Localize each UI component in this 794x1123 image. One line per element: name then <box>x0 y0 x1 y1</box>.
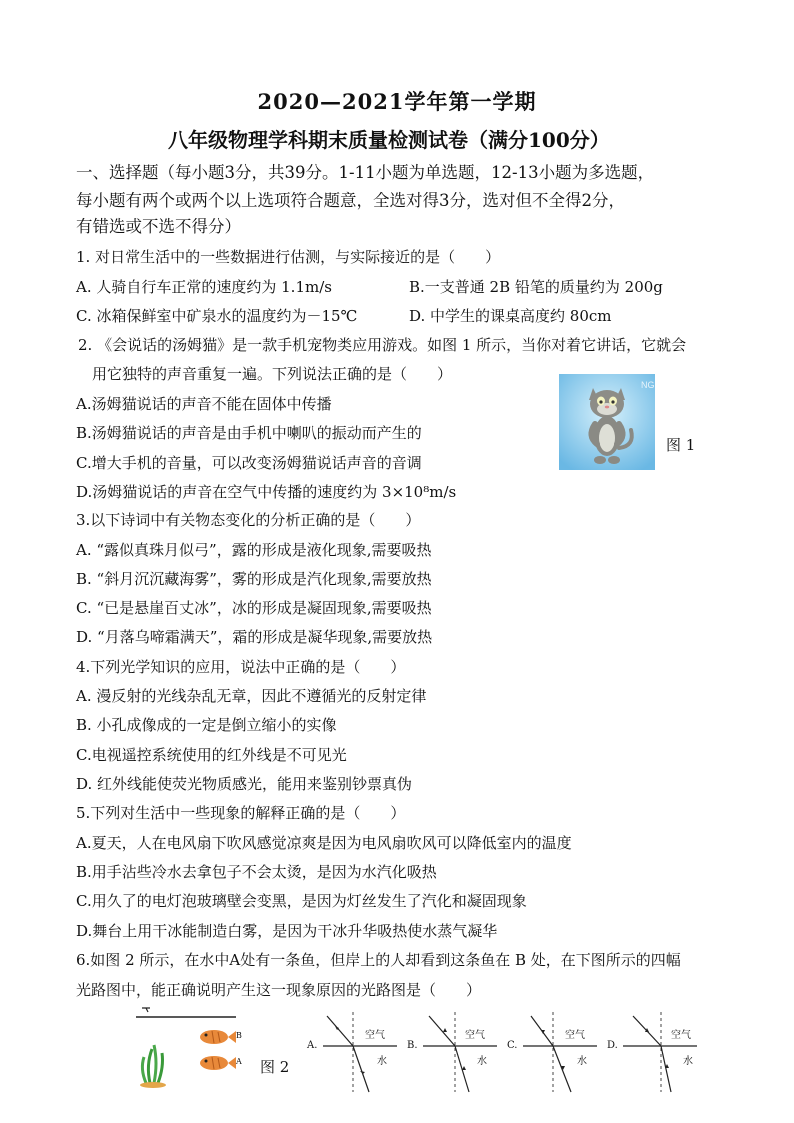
question-6-stem-line-2: 光路图中，能正确说明产生这一现象原因的光路图是（ ） <box>76 981 482 999</box>
panel-d-water-label: 水 <box>683 1056 693 1067</box>
fish-icon <box>200 1056 236 1070</box>
question-5-option-d: D.舞台上用干冰能制造白雾，是因为干冰升华吸热使水蒸气凝华 <box>76 922 498 940</box>
question-1-option-d: D. 中学生的课桌高度约 80cm <box>409 307 612 325</box>
panel-a-air-label: 空气 <box>365 1030 385 1041</box>
question-2-option-c: C.增大手机的音量，可以改变汤姆猫说话声音的音调 <box>76 454 422 472</box>
question-2-stem-line-1: 2. 《会说话的汤姆猫》是一款手机宠物类应用游戏。如图 1 所示，当你对着它讲话，它就会 <box>78 336 687 354</box>
section-heading-line-2: 每小题有两个或两个以上选项符合题意，全选对得3分，选对但不全得2分， <box>76 191 625 210</box>
question-4-stem: 4.下列光学知识的应用，说法中正确的是（ ） <box>76 658 406 676</box>
refraction-diagram <box>605 1010 701 1094</box>
refraction-diagram <box>405 1010 501 1094</box>
fish-label-a: A <box>236 1057 242 1066</box>
question-4-option-d: D. 红外线能使荧光物质感光，能用来鉴别钞票真伪 <box>76 775 413 793</box>
question-4-option-c: C.电视遥控系统使用的红外线是不可见光 <box>76 746 347 764</box>
refraction-panel-b <box>405 1010 501 1094</box>
panel-d-air-label: 空气 <box>671 1030 691 1041</box>
question-1-option-c: C. 冰箱保鲜室中矿泉水的温度约为－15℃ <box>76 307 358 325</box>
refraction-diagram <box>305 1010 401 1094</box>
refraction-panel-a <box>305 1010 401 1094</box>
question-1-option-a: A. 人骑自行车正常的速度约为 1.1m/s <box>76 278 332 296</box>
panel-b-air-label: 空气 <box>465 1030 485 1041</box>
question-1-option-b: B.一支普通 2B 铅笔的质量约为 200g <box>409 278 663 296</box>
refraction-panel-c <box>505 1010 601 1094</box>
question-5-stem: 5.下列对生活中一些现象的解释正确的是（ ） <box>76 804 406 822</box>
question-4-option-b: B. 小孔成像成的一定是倒立缩小的实像 <box>76 716 337 734</box>
refraction-diagram <box>505 1010 601 1094</box>
panel-a-letter: A. <box>307 1040 318 1051</box>
panel-a-water-label: 水 <box>377 1056 387 1067</box>
question-2-option-b: B.汤姆猫说话的声音是由手机中喇叭的振动而产生的 <box>76 424 422 442</box>
fish-label-b: B <box>236 1031 242 1040</box>
question-6-stem-line-1: 6.如图 2 所示，在水中A处有一条鱼，但岸上的人却看到这条鱼在 B 处，在下图所示的四幅 <box>76 951 681 969</box>
question-3-stem: 3.以下诗词中有关物态变化的分析正确的是（ ） <box>76 511 421 529</box>
question-3-option-d: D. “月落乌啼霜满天”，霜的形成是凝华现象,需要放热 <box>76 628 433 646</box>
question-2-option-a: A.汤姆猫说话的声音不能在固体中传播 <box>76 395 332 413</box>
section-heading-line-3: 有错选或不选不得分） <box>76 217 241 236</box>
panel-b-letter: B. <box>407 1040 418 1051</box>
panel-c-water-label: 水 <box>577 1056 587 1067</box>
question-1-stem: 1. 对日常生活中的一些数据进行估测，与实际接近的是（ ） <box>76 248 501 266</box>
section-heading-line-1: 一、选择题（每小题3分，共39分。1-11小题为单选题，12-13小题为多选题， <box>76 163 655 182</box>
water-plant-icon <box>140 1045 166 1088</box>
question-5-option-b: B.用手沾些冷水去拿包子不会太烫，是因为水汽化吸热 <box>76 863 437 881</box>
question-4-option-a: A. 漫反射的光线杂乱无章，因此不遵循光的反射定律 <box>76 687 427 705</box>
panel-d-letter: D. <box>607 1040 618 1051</box>
panel-c-letter: C. <box>507 1040 518 1051</box>
figure-2-label: 图 2 <box>260 1058 290 1076</box>
panel-b-water-label: 水 <box>477 1056 487 1067</box>
figure-1-label: 图 1 <box>666 436 696 454</box>
question-3-option-a: A. “露似真珠月似弓”，露的形成是液化现象,需要吸热 <box>76 541 432 559</box>
exam-title: 2020—2021学年第一学期 <box>257 89 537 114</box>
panel-c-air-label: 空气 <box>565 1030 585 1041</box>
tom-cat-figure <box>559 374 655 470</box>
exam-subtitle: 八年级物理学科期末质量检测试卷（满分100分） <box>168 128 610 152</box>
refraction-panel-d <box>605 1010 701 1094</box>
question-5-option-c: C.用久了的电灯泡玻璃壁会变黑，是因为灯丝发生了汽化和凝固现象 <box>76 892 527 910</box>
question-5-option-a: A.夏天，人在电风扇下吹风感觉凉爽是因为电风扇吹风可以降低室内的温度 <box>76 834 572 852</box>
fish-icon <box>200 1030 236 1044</box>
question-2-stem-line-2: 用它独特的声音重复一遍。下列说法正确的是（ ） <box>92 365 453 383</box>
svg-text:NG: NG <box>641 380 655 390</box>
question-2-option-d: D.汤姆猫说话的声音在空气中传播的速度约为 3×10⁸m/s <box>76 483 457 501</box>
question-3-option-c: C. “已是悬崖百丈冰”，冰的形成是凝固现象,需要吸热 <box>76 599 432 617</box>
figure-2-scene <box>136 1005 248 1089</box>
question-3-option-b: B. “斜月沉沉藏海雾”，雾的形成是汽化现象,需要放热 <box>76 570 432 588</box>
